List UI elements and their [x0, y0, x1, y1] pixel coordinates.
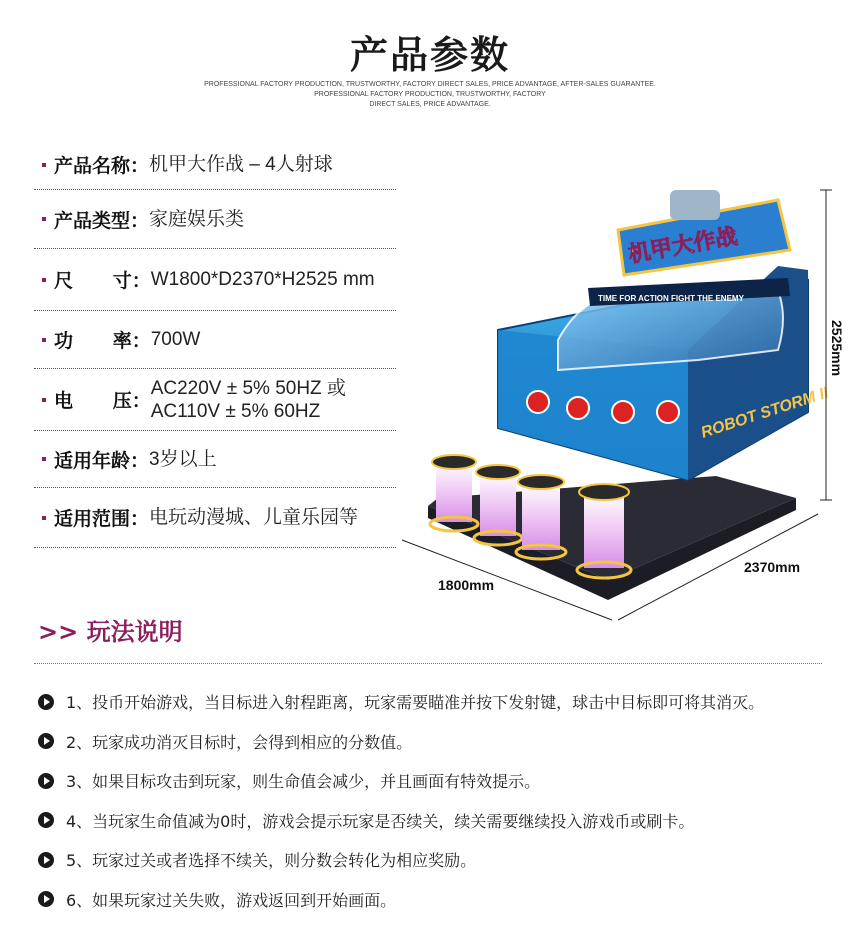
subtitle-line: PROFESSIONAL FACTORY PRODUCTION, TRUSTWORTHY, FACTORY DIRECT SALES, PRICE ADVANTAGE, AFTER-SALES GUARANTEE.	[204, 81, 656, 88]
spec-list	[34, 140, 396, 548]
spec-row-type	[34, 190, 396, 249]
spec-row-size	[34, 249, 396, 311]
bullet-icon	[42, 217, 46, 221]
subtitle-line: DIRECT SALES, PRICE ADVANTAGE.	[369, 101, 491, 108]
spec-row-name	[34, 140, 396, 190]
list-item	[38, 722, 838, 762]
banner-text: TIME FOR ACTION FIGHT THE ENEMY	[598, 294, 744, 303]
step-text: 6、如果玩家过关失败，游戏返回到开始画面。	[66, 890, 397, 910]
step-text: 5、玩家过关或者选择不续关，则分数会转化为相应奖励。	[66, 851, 477, 871]
spec-row-age	[34, 431, 396, 488]
spec-label: 产品类型：	[54, 209, 150, 232]
list-item	[38, 761, 838, 801]
spec-label: 尺 寸：	[54, 270, 151, 292]
gameplay-title: >> 玩法说明	[38, 618, 183, 646]
spec-value: W1800*D2370*H2525 mm	[150, 269, 375, 290]
spec-value: 机甲大作战 – 4人射球	[149, 154, 333, 175]
spec-row-scope	[34, 488, 396, 548]
stool-icon	[430, 455, 631, 578]
dim-depth-label: 2370mm	[744, 559, 801, 575]
bullet-icon	[42, 516, 46, 520]
list-item	[38, 880, 838, 920]
dim-height-label: 2525mm	[829, 320, 845, 377]
spec-row-voltage	[34, 369, 396, 431]
subtitle-line: PROFESSIONAL FACTORY PRODUCTION, TRUSTWORTHY, FACTORY	[314, 91, 546, 98]
subtitle	[0, 80, 860, 110]
play-circle-icon	[38, 733, 54, 749]
robot-head-icon	[670, 190, 720, 220]
list-item	[38, 840, 838, 880]
bullet-icon	[42, 163, 46, 167]
spec-value: 家庭娱乐类	[149, 208, 245, 230]
bullet-icon	[42, 398, 46, 402]
bullet-icon	[42, 338, 46, 342]
page-title: 产品参数	[349, 33, 510, 77]
play-circle-icon	[38, 812, 54, 828]
arcade-machine-illustration	[398, 180, 845, 640]
play-circle-icon	[38, 694, 54, 710]
section-divider	[34, 663, 822, 664]
list-item	[38, 801, 838, 841]
gameplay-steps	[38, 682, 838, 919]
list-item	[38, 682, 838, 722]
step-text: 2、玩家成功消灭目标时，会得到相应的分数值。	[66, 732, 413, 752]
play-circle-icon	[38, 852, 54, 868]
spec-label: 产品名称：	[54, 155, 150, 177]
spec-value: AC220V ± 5% 50HZ 或 AC110V ± 5% 60HZ	[150, 377, 346, 422]
spec-label: 功 率：	[54, 330, 151, 352]
step-text: 4、当玩家生命值减为0时，游戏会提示玩家是否续关，续关需要继续投入游戏币或刷卡。	[66, 811, 695, 831]
step-text: 1、投币开始游戏，当目标进入射程距离，玩家需要瞄准并按下发射键，球击中目标即可将其消灭。	[66, 693, 765, 713]
play-circle-icon	[38, 891, 54, 907]
bullet-icon	[42, 457, 46, 461]
dim-width-label: 1800mm	[438, 577, 495, 593]
marquee-title: 机甲大作战	[626, 224, 740, 268]
bullet-icon	[42, 278, 46, 282]
play-circle-icon	[38, 773, 54, 789]
side-logo: ROBOT STORM II	[698, 384, 831, 442]
spec-row-power	[34, 311, 396, 369]
step-text: 3、如果目标攻击到玩家，则生命值会减少，并且画面有特效提示。	[66, 772, 541, 792]
spec-label: 适用年龄：	[54, 449, 150, 472]
spec-value: 3岁以上	[149, 448, 217, 470]
spec-value: 电玩动漫城、儿童乐园等	[149, 507, 359, 528]
spec-value: 700W	[150, 329, 201, 350]
spec-label: 电 压：	[54, 390, 151, 412]
spec-label: 适用范围：	[54, 508, 150, 530]
